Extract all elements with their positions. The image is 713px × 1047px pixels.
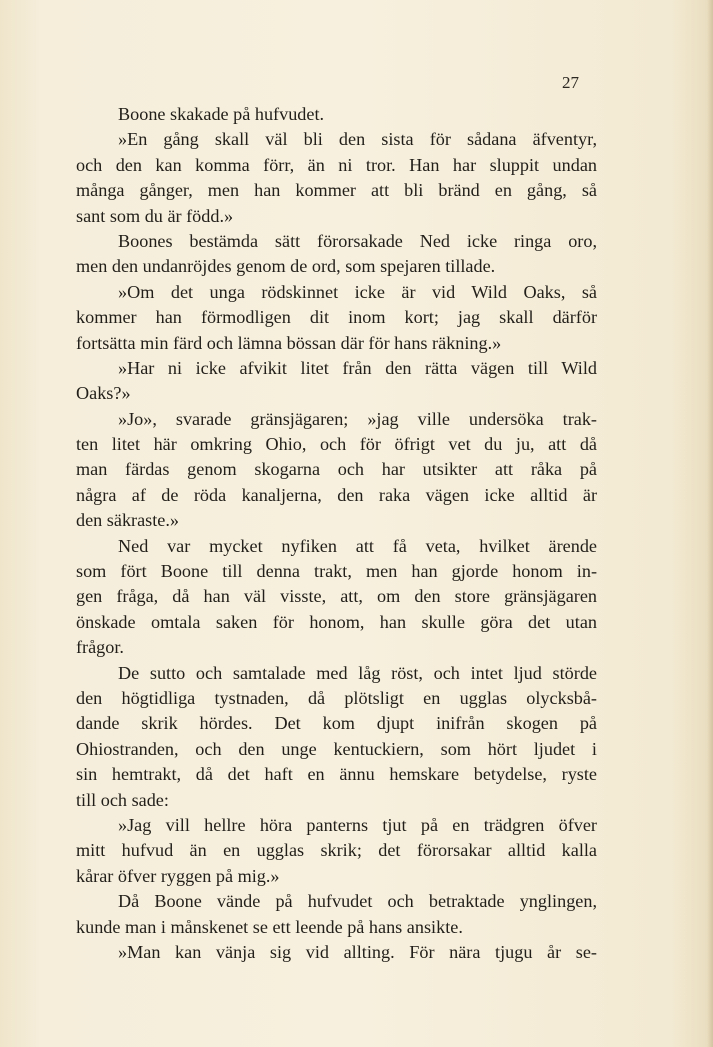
text-line: mitt hufvud än en ugglas skrik; det förorsakar alltid kalla <box>76 840 597 861</box>
text-line: sin hemtrakt, då det haft en ännu hemskare betydelse, ryste <box>76 764 597 785</box>
text-line: fortsätta min färd och lämna bössan där för hans räkning.» <box>76 332 502 353</box>
text-line: Ned var mycket nyfiken att få veta, hvilket ärende <box>118 535 597 556</box>
text-line: som fört Boone till denna trakt, men han gjorde honom in- <box>76 561 597 582</box>
text-line: »En gång skall väl bli den sista för sådana äfventyr, <box>118 129 597 150</box>
text-line: Då Boone vände på hufvudet och betraktade ynglingen, <box>118 891 597 912</box>
text-line: många gånger, men han kommer att bli bränd en gång, så <box>76 180 597 201</box>
text-line: man färdas genom skogarna och har utsikter att råka på <box>76 459 597 480</box>
text-line: den säkraste.» <box>76 510 180 531</box>
text-line: Boones bestämda sätt förorsakade Ned icke ringa oro, <box>118 230 597 251</box>
text-line: De sutto och samtalade med låg röst, och intet ljud störde <box>118 662 597 683</box>
text-line: några af de röda kanaljerna, den raka vägen icke alltid är <box>76 484 597 505</box>
text-line: till och sade: <box>76 789 169 810</box>
text-line: önskade omtala saken för honom, han skulle göra det utan <box>76 611 597 632</box>
text-line: men den undanröjdes genom de ord, som spejaren tillade. <box>76 256 496 277</box>
text-line: frågor. <box>76 637 124 658</box>
text-line: kunde man i månskenet se ett leende på hans ansikte. <box>76 916 463 937</box>
page-number: 27 <box>562 73 579 92</box>
text-line: kårar öfver ryggen på mig.» <box>76 865 280 886</box>
text-line: »Om det unga rödskinnet icke är vid Wild Oaks, så <box>118 281 597 302</box>
text-line: gen fråga, då han väl visste, att, om den store gränsjägaren <box>76 586 597 607</box>
text-line: kommer han förmodligen dit inom kort; jag skall därför <box>76 307 597 328</box>
text-line: den högtidliga tystnaden, då plötsligt en ugglas olycksbå- <box>76 687 597 708</box>
text-line: Oaks?» <box>76 383 131 404</box>
text-line: »Har ni icke afvikit litet från den rätta vägen till Wild <box>118 357 597 378</box>
text-line: »Man kan vänja sig vid allting. För nära tjugu år se- <box>118 941 597 962</box>
text-line: Boone skakade på hufvudet. <box>118 104 325 124</box>
text-line: sant som du är född.» <box>76 205 234 226</box>
text-line: »Jo», svarade gränsjägaren; »jag ville undersöka trak- <box>118 408 597 429</box>
body-text <box>76 102 597 965</box>
text-line: och den kan komma förr, än ni tror. Han har sluppit undan <box>76 154 597 175</box>
text-line: »Jag vill hellre höra panterns tjut på en trädgren öfver <box>118 814 597 835</box>
text-line: Ohiostranden, och den unge kentuckiern, som hört ljudet i <box>76 738 597 759</box>
text-line: ten litet här omkring Ohio, och för öfrigt vet du ju, att då <box>76 434 597 455</box>
text-line: dande skrik hördes. Det kom djupt inifrån skogen på <box>76 713 597 734</box>
page-edge-shadow <box>707 0 713 1047</box>
